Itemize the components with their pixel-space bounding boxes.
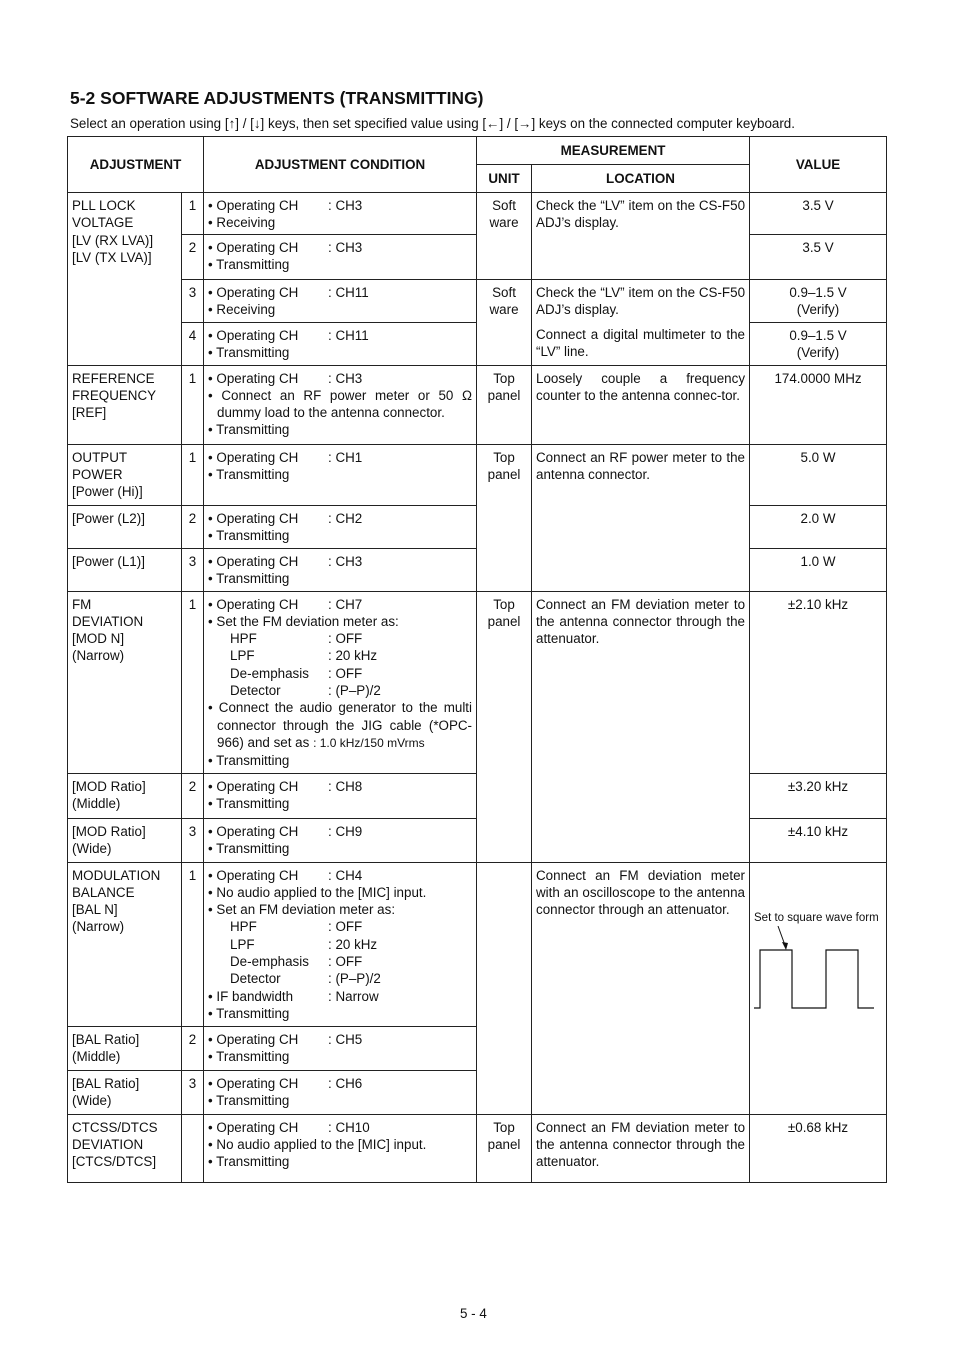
step-number: 3	[182, 818, 204, 862]
condition-cell: • Operating CH : CH2 • Transmitting	[204, 505, 477, 548]
adjustment-name: PLL LOCK VOLTAGE [LV (RX LVA)] [LV (TX LVA)]	[68, 193, 182, 366]
unit-cell	[477, 862, 532, 1114]
adjustment-name: FM DEVIATION [MOD N] (Narrow)	[68, 591, 182, 773]
unit-cell: Top panel	[477, 444, 532, 591]
step-number: 1	[182, 591, 204, 773]
step-number: 3	[182, 1070, 204, 1114]
value-cell: ±4.10 kHz	[750, 818, 887, 862]
step-number: 2	[182, 1026, 204, 1070]
step-number: 2	[182, 505, 204, 548]
condition-cell: • Operating CH : CH3 • Receiving	[204, 193, 477, 235]
condition-cell: • Operating CH : CH5 • Transmitting	[204, 1026, 477, 1070]
location-cell: Check the “LV” item on the CS-F50 ADJ’s display.	[532, 193, 750, 280]
value-cell	[750, 862, 887, 1114]
adjustment-name: [Power (L2)]	[68, 505, 182, 548]
table-row	[68, 1114, 887, 1182]
location-cell: Connect a digital multimeter to the “LV” line.	[532, 322, 750, 365]
header-value: VALUE	[750, 137, 887, 193]
adjustment-name: [MOD Ratio] (Middle)	[68, 773, 182, 818]
header-unit: UNIT	[477, 165, 532, 193]
adjustment-table	[67, 136, 887, 1183]
adjustment-name: REFERENCE FREQUENCY [REF]	[68, 365, 182, 444]
value-cell: 3.5 V	[750, 193, 887, 235]
condition-cell: • Operating CH : CH3 • Connect an RF power meter or 50 Ω dummy load to the antenna connector. • Transmitting	[204, 365, 477, 444]
page-title: 5-2 SOFTWARE ADJUSTMENTS (TRANSMITTING)	[70, 88, 484, 108]
condition-cell: • Operating CH : CH11 • Receiving	[204, 279, 477, 322]
adjustment-name: CTCSS/DTCS DEVIATION [CTCS/DTCS]	[68, 1114, 182, 1182]
unit-cell: Soft ware	[477, 193, 532, 280]
adjustment-name: [BAL Ratio] (Wide)	[68, 1070, 182, 1114]
condition-cell: • Operating CH : CH8 • Transmitting	[204, 773, 477, 818]
condition-cell: • Operating CH : CH3 • Transmitting	[204, 548, 477, 591]
step-number: 2	[182, 773, 204, 818]
header-measurement: MEASUREMENT	[477, 137, 750, 165]
unit-cell: Top panel	[477, 365, 532, 444]
condition-cell: • Operating CH : CH6 • Transmitting	[204, 1070, 477, 1114]
header-condition: ADJUSTMENT CONDITION	[204, 137, 477, 193]
step-number	[182, 1114, 204, 1182]
condition-cell: • Operating CH : CH9 • Transmitting	[204, 818, 477, 862]
adjustment-name: MODULATION BALANCE [BAL N] (Narrow)	[68, 862, 182, 1026]
pointer-arrow-head	[782, 942, 788, 950]
condition-cell: • Operating CH : CH1 • Transmitting	[204, 444, 477, 505]
value-cell: 0.9–1.5 V (Verify)	[750, 322, 887, 365]
value-cell: 5.0 W	[750, 444, 887, 505]
square-wave	[754, 950, 874, 1008]
condition-cell: • Operating CH : CH3 • Transmitting	[204, 234, 477, 279]
condition-cell: • Operating CH : CH7 • Set the FM deviation meter as: HPF : OFF LPF : 20 kHz De-emphasis : OFF Detector : (P–P)/2 • Connect the audio generator to the multi connector through the JIG cable (*OPC-966) and set as : 1.0 kHz/150 mVrms • Transmitting	[204, 591, 477, 773]
location-cell: Check the “LV” item on the CS-F50 ADJ’s display.	[532, 279, 750, 322]
step-number: 1	[182, 193, 204, 235]
step-number: 2	[182, 234, 204, 279]
value-cell: 0.9–1.5 V (Verify)	[750, 279, 887, 322]
step-number: 1	[182, 862, 204, 1026]
location-cell: Connect an FM deviation meter to the antenna connector through the attenuator.	[532, 591, 750, 862]
waveform-note: Set to square wave form	[754, 911, 879, 924]
table-row	[68, 279, 887, 322]
unit-cell: Soft ware	[477, 279, 532, 365]
header-adjustment: ADJUSTMENT	[68, 137, 204, 193]
condition-cell: • Operating CH : CH11 • Transmitting	[204, 322, 477, 365]
adjustment-name: [MOD Ratio] (Wide)	[68, 818, 182, 862]
condition-cell: • Operating CH : CH10 • No audio applied to the [MIC] input. • Transmitting	[204, 1114, 477, 1182]
value-cell: 174.0000 MHz	[750, 365, 887, 444]
instruction-text: Select an operation using [↑] / [↓] keys, then set specified value using [←] / [→] keys on the connected computer keyboard.	[70, 116, 795, 131]
header-location: LOCATION	[532, 165, 750, 193]
table-row	[68, 444, 887, 505]
location-cell: Connect an RF power meter to the antenna connector.	[532, 444, 750, 591]
page-number: 5 - 4	[460, 1306, 487, 1321]
table-row	[68, 591, 887, 773]
location-cell: Loosely couple a frequency counter to the antenna connec-tor.	[532, 365, 750, 444]
adjustment-name: [BAL Ratio] (Middle)	[68, 1026, 182, 1070]
location-cell: Connect an FM deviation meter with an oscilloscope to the antenna connector through an attenuator.	[532, 862, 750, 1114]
value-cell: ±3.20 kHz	[750, 773, 887, 818]
table-row	[68, 365, 887, 444]
unit-cell: Top panel	[477, 1114, 532, 1182]
step-number: 4	[182, 322, 204, 365]
step-number: 1	[182, 444, 204, 505]
unit-cell: Top panel	[477, 591, 532, 862]
step-number: 1	[182, 365, 204, 444]
adjustment-name: OUTPUT POWER [Power (Hi)]	[68, 444, 182, 505]
table-row	[68, 862, 887, 1026]
square-wave-diagram	[754, 926, 878, 1016]
step-number: 3	[182, 548, 204, 591]
condition-cell: • Operating CH : CH4 • No audio applied to the [MIC] input. • Set an FM deviation meter as: HPF : OFF LPF : 20 kHz De-emphasis : OFF Detector : (P–P)/2 • IF bandwidth : Narrow • Transmitting	[204, 862, 477, 1026]
table-row	[68, 193, 887, 235]
value-cell: ±0.68 kHz	[750, 1114, 887, 1182]
value-cell: 3.5 V	[750, 234, 887, 279]
location-cell: Connect an FM deviation meter to the antenna connector through the attenuator.	[532, 1114, 750, 1182]
value-cell: 2.0 W	[750, 505, 887, 548]
step-number: 3	[182, 279, 204, 322]
value-cell: 1.0 W	[750, 548, 887, 591]
value-cell: ±2.10 kHz	[750, 591, 887, 773]
adjustment-name: [Power (L1)]	[68, 548, 182, 591]
